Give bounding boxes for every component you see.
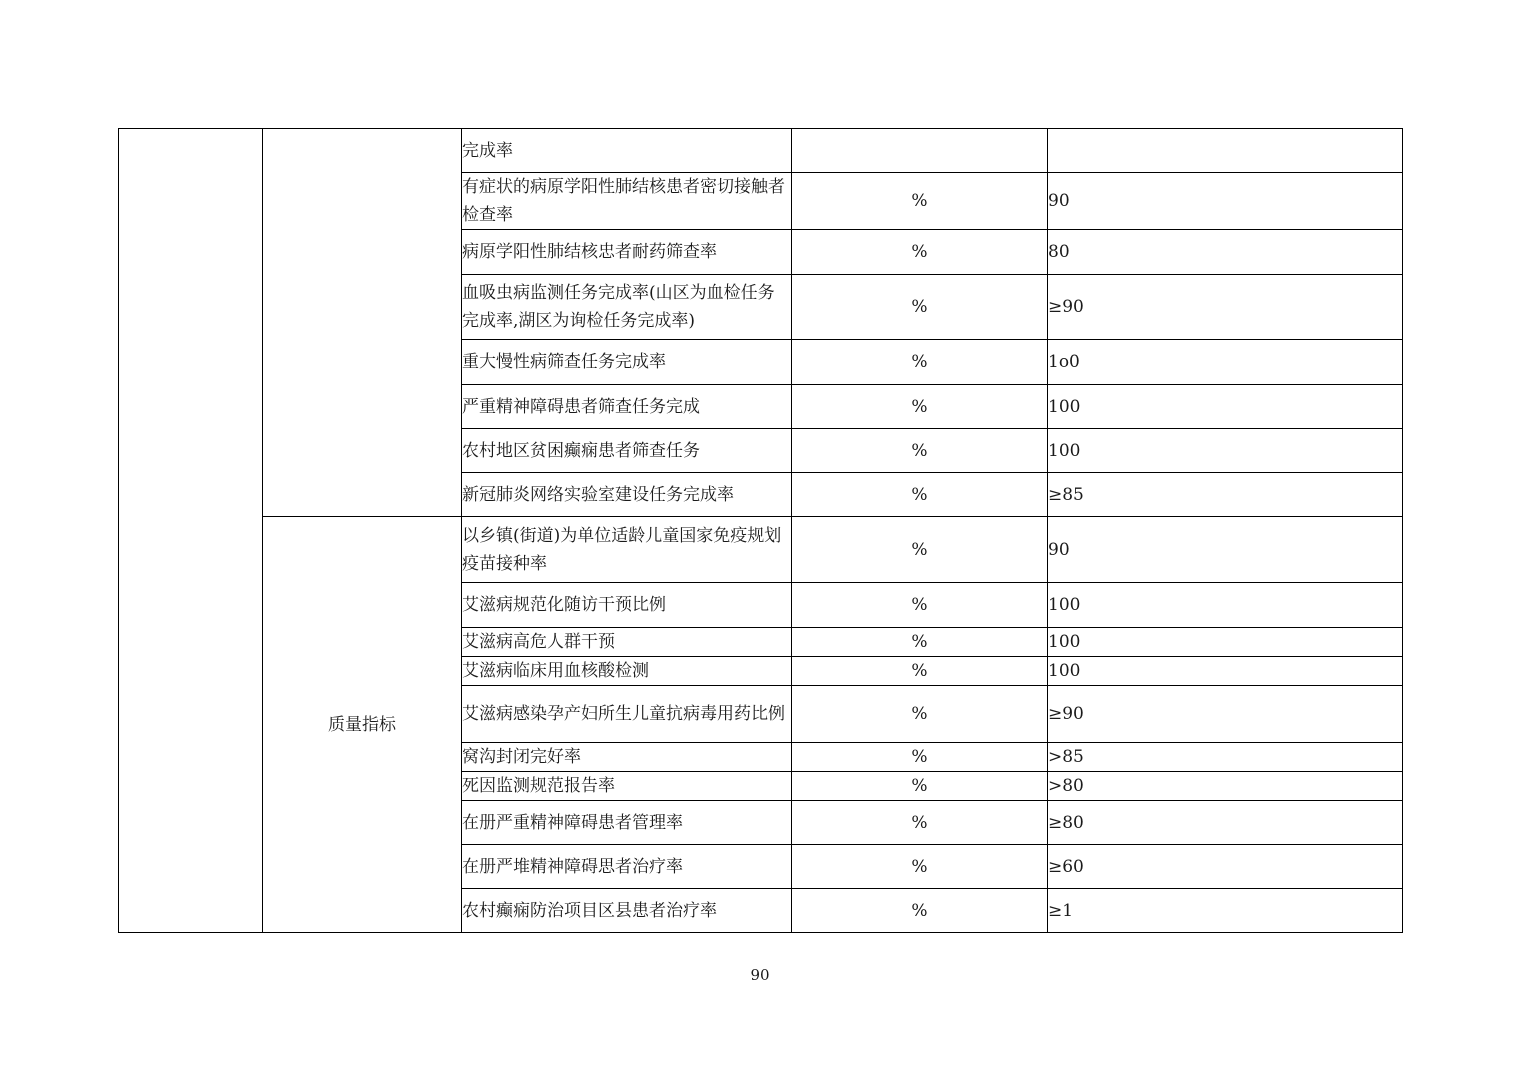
indicator-name: 血吸虫病监测任务完成率(山区为血检任务完成率,湖区为询检任务完成率) — [462, 275, 792, 340]
indicator-value: 100 — [1048, 583, 1403, 628]
indicator-unit: % — [792, 173, 1048, 230]
indicator-value: ≥80 — [1048, 801, 1403, 845]
indicator-value: 80 — [1048, 230, 1403, 275]
page-number: 90 — [750, 966, 770, 984]
indicator-value: ≥90 — [1048, 686, 1403, 743]
indicator-value: ≥85 — [1048, 473, 1403, 517]
indicator-name: 新冠肺炎网络实验室建设任务完成率 — [462, 473, 792, 517]
indicator-unit: % — [792, 230, 1048, 275]
indicator-unit: % — [792, 429, 1048, 473]
indicator-unit: % — [792, 583, 1048, 628]
indicator-name: 艾滋病感染孕产妇所生儿童抗病毒用药比例 — [462, 686, 792, 743]
indicator-name: 重大慢性病筛查任务完成率 — [462, 340, 792, 385]
indicator-value: 90 — [1048, 517, 1403, 583]
indicator-value: 100 — [1048, 657, 1403, 686]
indicator-name: 艾滋病临床用血核酸检测 — [462, 657, 792, 686]
indicator-name: 病原学阳性肺结核忠者耐药筛查率 — [462, 230, 792, 275]
indicator-name: 农村癫痫防治项目区县患者治疗率 — [462, 889, 792, 933]
indicator-value: 1o0 — [1048, 340, 1403, 385]
indicator-unit: % — [792, 340, 1048, 385]
indicator-name: 有症状的病原学阳性肺结核患者密切接触者检查率 — [462, 173, 792, 230]
indicator-unit: % — [792, 686, 1048, 743]
indicator-name: 严重精神障碍患者筛查任务完成 — [462, 385, 792, 429]
indicator-name: 在册严重精神障碍患者管理率 — [462, 801, 792, 845]
indicator-table — [118, 128, 1403, 933]
quality-indicator-label: 质量指标 — [263, 517, 462, 933]
indicator-value: 90 — [1048, 173, 1403, 230]
level1-cell-empty — [119, 129, 263, 933]
indicator-unit: % — [792, 801, 1048, 845]
indicator-name: 艾滋病规范化随访干预比例 — [462, 583, 792, 628]
indicator-name: 艾滋病高危人群干预 — [462, 628, 792, 657]
indicator-name: 死因监测规范报告率 — [462, 772, 792, 801]
indicator-value: >80 — [1048, 772, 1403, 801]
indicator-value: 100 — [1048, 429, 1403, 473]
indicator-name: 农村地区贫困癫痫患者筛查任务 — [462, 429, 792, 473]
indicator-unit: % — [792, 517, 1048, 583]
indicator-unit: % — [792, 772, 1048, 801]
indicator-unit: % — [792, 628, 1048, 657]
indicator-unit: % — [792, 845, 1048, 889]
indicator-unit — [792, 129, 1048, 173]
table-row — [119, 517, 1403, 583]
indicator-unit: % — [792, 473, 1048, 517]
indicator-value: 100 — [1048, 628, 1403, 657]
indicator-unit: % — [792, 385, 1048, 429]
indicator-unit: % — [792, 889, 1048, 933]
indicator-value: >85 — [1048, 743, 1403, 772]
indicator-unit: % — [792, 657, 1048, 686]
indicator-value: 100 — [1048, 385, 1403, 429]
indicator-value: ≥60 — [1048, 845, 1403, 889]
indicator-name: 以乡镇(街道)为单位适龄儿童国家免疫规划疫苗接种率 — [462, 517, 792, 583]
indicator-unit: % — [792, 275, 1048, 340]
indicator-value — [1048, 129, 1403, 173]
indicator-unit: % — [792, 743, 1048, 772]
indicator-name: 窝沟封闭完好率 — [462, 743, 792, 772]
indicator-value: ≥1 — [1048, 889, 1403, 933]
indicator-name: 完成率 — [462, 129, 792, 173]
level2-cell-empty — [263, 129, 462, 517]
indicator-name: 在册严堆精神障碍思者治疗率 — [462, 845, 792, 889]
indicator-value: ≥90 — [1048, 275, 1403, 340]
table-row — [119, 129, 1403, 173]
